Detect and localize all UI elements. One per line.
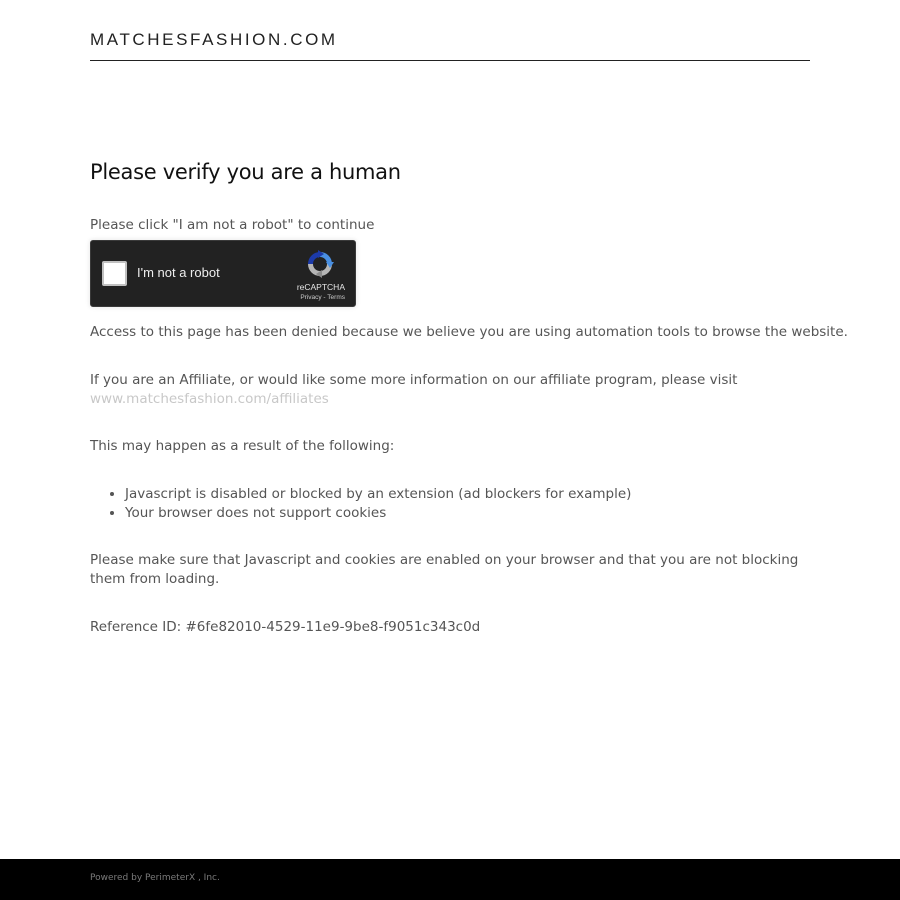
page-footer: [0, 859, 900, 900]
affiliate-text: If you are an Affiliate, or would like some more information on our affiliate program, please visit: [90, 372, 738, 388]
recaptcha-widget: [90, 240, 356, 307]
site-logo[interactable]: MATCHESFASHION.COM: [90, 30, 338, 49]
powered-by-text: Powered by PerimeterX , Inc.: [90, 873, 220, 883]
enable-instructions: Please make sure that Javascript and cookies are enabled on your browser and that you are not blocking them from loading.: [90, 552, 799, 587]
reasons-intro: This may happen as a result of the following:: [90, 438, 395, 454]
recaptcha-brand: reCAPTCHA: [296, 282, 345, 292]
affiliate-message: [90, 371, 810, 409]
recaptcha-links: [300, 294, 345, 301]
recaptcha-terms-link[interactable]: Terms: [327, 294, 345, 301]
reference-id: Reference ID: #6fe82010-4529-11e9-9be8-f9051c343c0d: [90, 619, 481, 635]
recaptcha-checkbox[interactable]: [102, 261, 127, 286]
recaptcha-links-separator: -: [321, 294, 328, 301]
reasons-list: [90, 485, 810, 523]
recaptcha-privacy-link[interactable]: Privacy: [300, 294, 322, 301]
main-content: [90, 158, 848, 637]
list-item: • Your browser does not support cookies: [125, 504, 810, 523]
list-item: • Javascript is disabled or blocked by an extension (ad blockers for example): [125, 485, 810, 504]
recaptcha-icon: [305, 249, 335, 279]
affiliate-link[interactable]: www.matchesfashion.com/affiliates: [90, 391, 329, 407]
page-title: Please verify you are a human: [90, 160, 401, 184]
site-header: [90, 28, 810, 61]
recaptcha-label: I'm not a robot: [137, 265, 220, 280]
captcha-instruction: Please click "I am not a robot" to continue: [90, 217, 375, 233]
access-denied-message: Access to this page has been denied because we believe you are using automation tools to browse the website.: [90, 324, 848, 340]
